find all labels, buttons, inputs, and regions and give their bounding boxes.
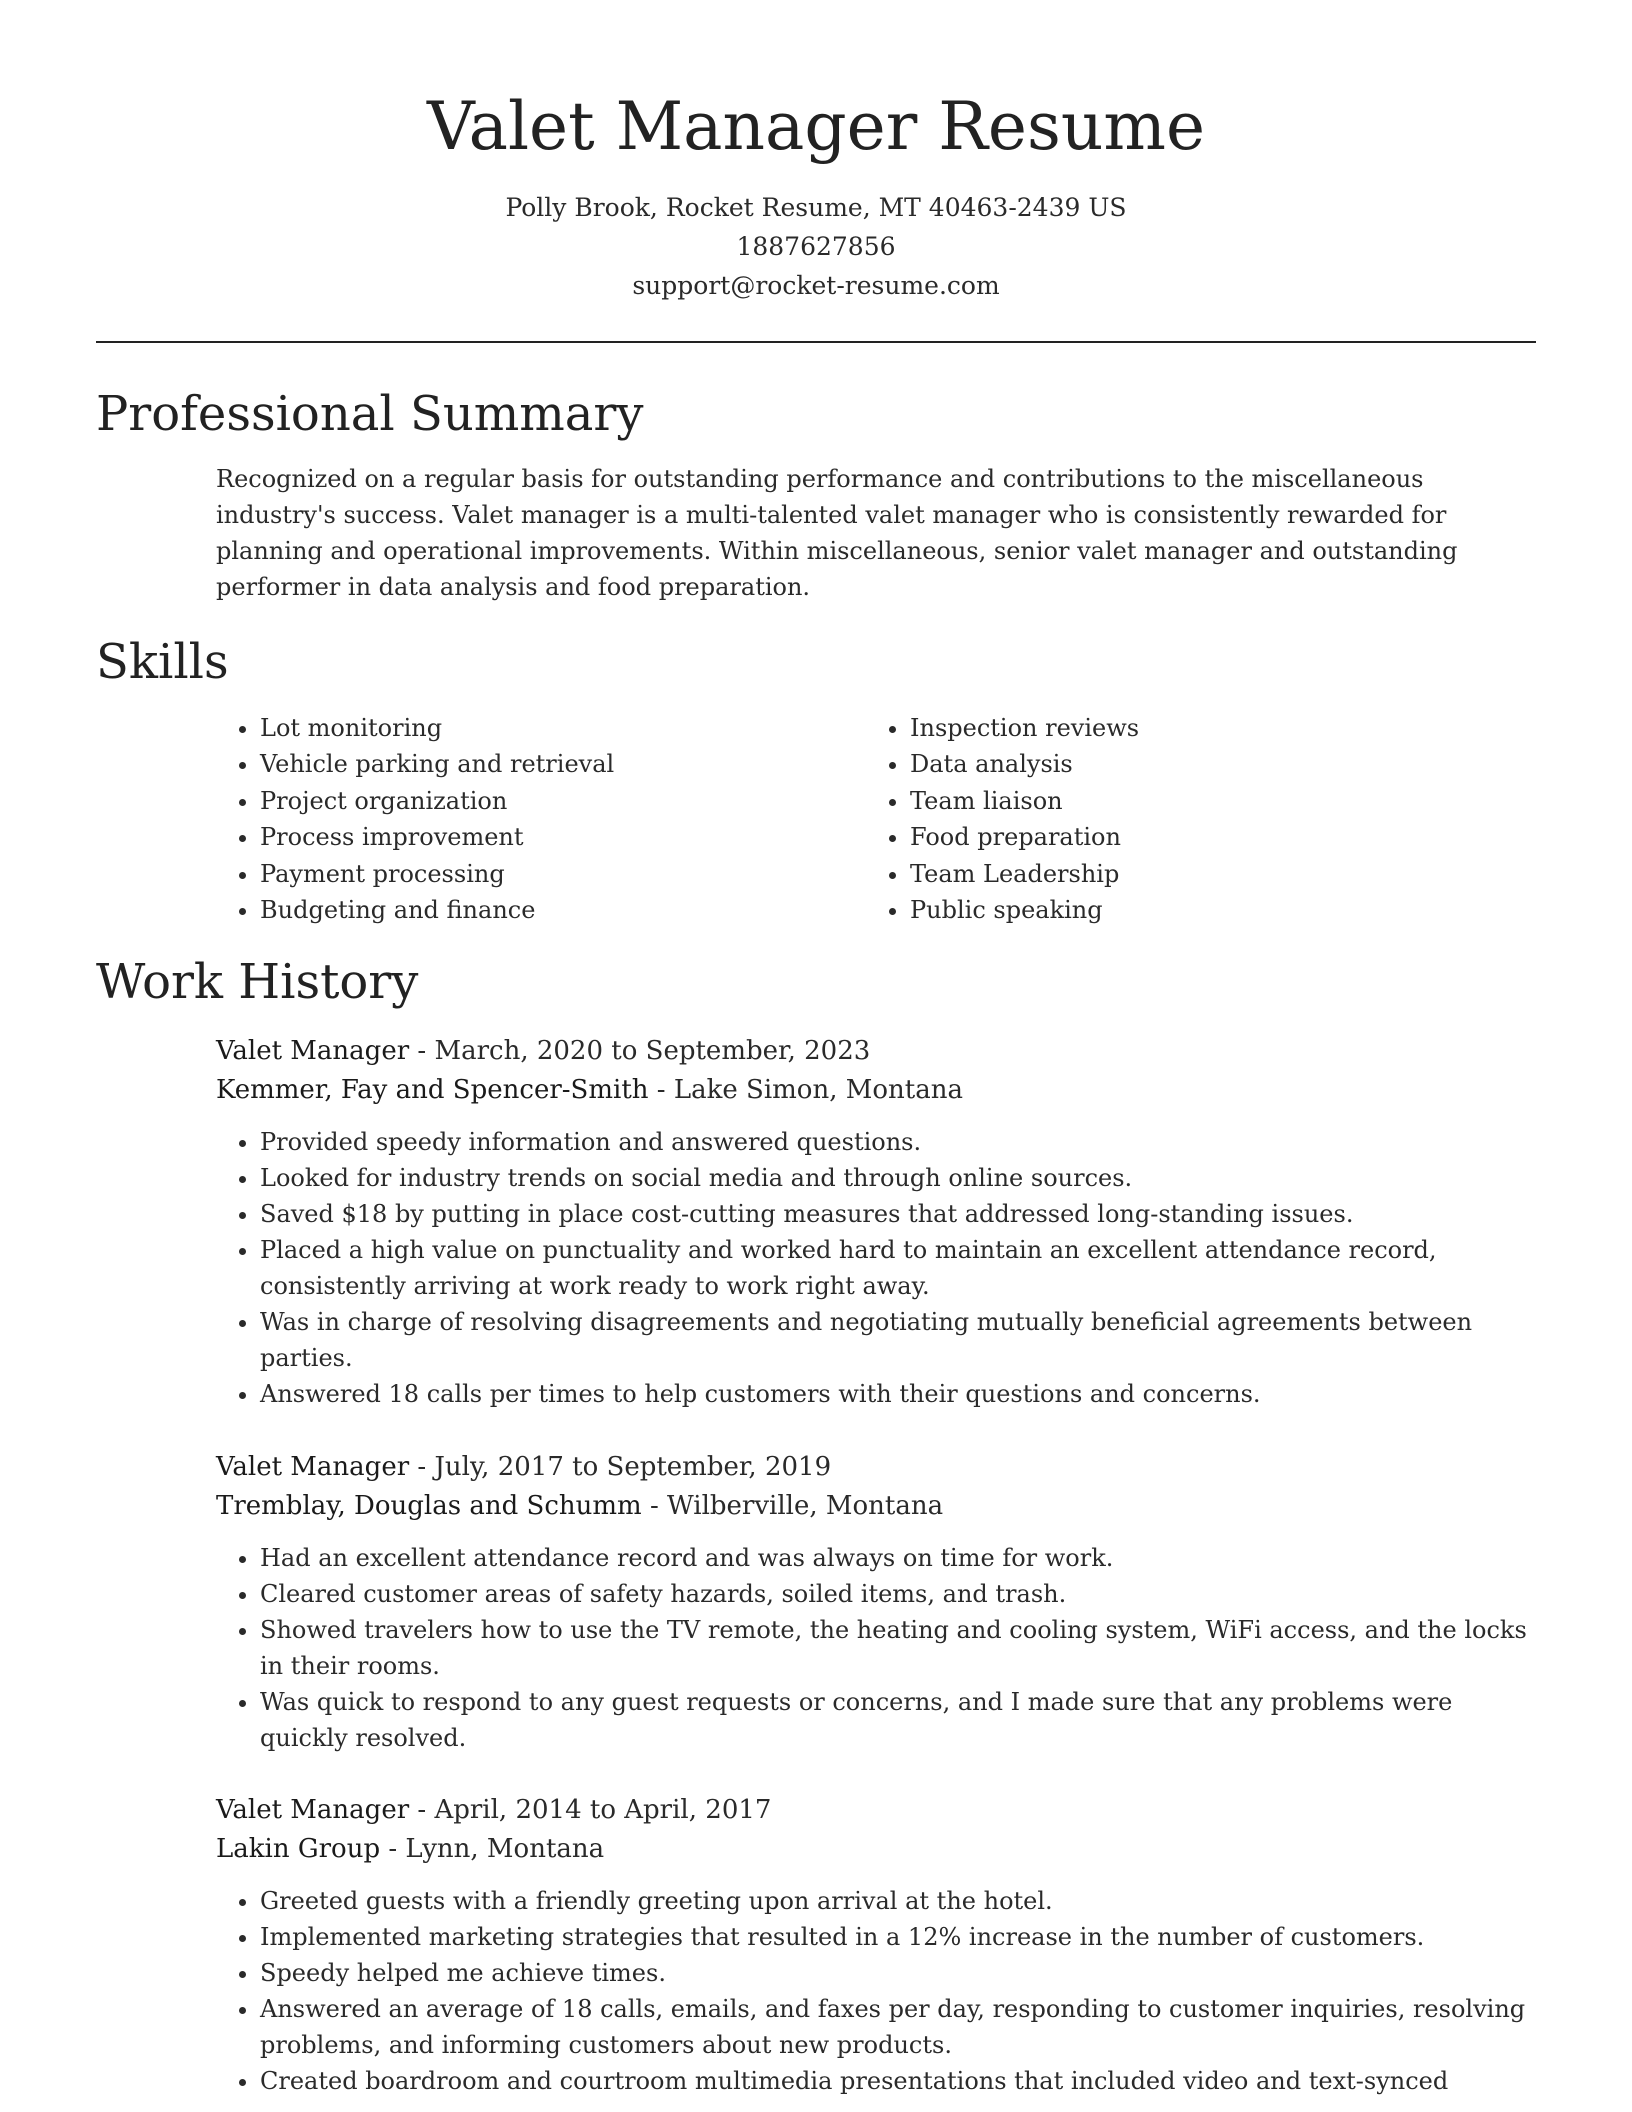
job-title: Valet Manager — [216, 1036, 410, 1066]
job-company: Lakin Group — [216, 1834, 381, 1864]
skill-item: • Budgeting and finance — [260, 892, 614, 928]
job-bullet: • Implemented marketing strategies that resulted in a 12% increase in the number of customers. — [260, 1919, 1536, 1955]
job-bullet: • Showed travelers how to use the TV remote, the heating and cooling system, WiFi access, and the locks in their rooms. — [260, 1612, 1536, 1684]
job-title-line — [216, 1448, 1536, 1487]
job-entry — [216, 1448, 1536, 1756]
job-bullet: • Greeted guests with a friendly greeting upon arrival at the hotel. — [260, 1883, 1536, 1919]
job-entry — [216, 1032, 1536, 1412]
job-bullet: • Was in charge of resolving disagreements and negotiating mutually beneficial agreements between parties. — [260, 1304, 1536, 1376]
job-bullet: • Was quick to respond to any guest requests or concerns, and I made sure that any problems were quickly resolved. — [260, 1684, 1536, 1756]
skill-item: • Vehicle parking and retrieval — [260, 746, 614, 782]
job-location: - Lake Simon, Montana — [648, 1075, 963, 1105]
job-bullet: • Cleared customer areas of safety hazards, soiled items, and trash. — [260, 1576, 1536, 1612]
job-bullet-list — [216, 1883, 1536, 2099]
skill-item: • Process improvement — [260, 819, 614, 855]
job-bullet-list — [216, 1540, 1536, 1756]
job-bullet: • Provided speedy information and answered questions. — [260, 1124, 1536, 1160]
resume-title: Valet Manager Resume — [426, 88, 1205, 165]
resume-header — [0, 88, 1632, 305]
work-history-heading: Work History — [96, 954, 419, 1010]
contact-phone: 1887627856 — [736, 232, 896, 261]
skill-item: • Inspection reviews — [910, 710, 1139, 746]
skills-heading: Skills — [96, 634, 229, 690]
job-bullet: • Answered 18 calls per times to help customers with their questions and concerns. — [260, 1376, 1536, 1412]
job-location: - Lynn, Montana — [380, 1834, 605, 1864]
job-bullet: • Placed a high value on punctuality and worked hard to maintain an excellent attendance record, consistently arriving at work ready to work right away. — [260, 1232, 1536, 1304]
job-bullet: • Saved $18 by putting in place cost-cutting measures that addressed long-standing issues. — [260, 1196, 1536, 1232]
skill-item: • Data analysis — [910, 746, 1139, 782]
skill-item: • Food preparation — [910, 819, 1139, 855]
job-dates: - July, 2017 to September, 2019 — [409, 1452, 832, 1482]
skill-item: • Payment processing — [260, 856, 614, 892]
summary-heading: Professional Summary — [96, 386, 644, 442]
job-bullet: • Speedy helped me achieve times. — [260, 1955, 1536, 1991]
skill-item: • Public speaking — [910, 892, 1139, 928]
skills-list-left — [216, 710, 614, 928]
job-bullet-list — [216, 1124, 1536, 1412]
job-title-line — [216, 1791, 1536, 1830]
job-company: Kemmer, Fay and Spencer-Smith — [216, 1075, 649, 1105]
job-company-line — [216, 1830, 1536, 1869]
job-dates: - March, 2020 to September, 2023 — [409, 1036, 871, 1066]
header-divider — [96, 341, 1536, 343]
skills-list-right — [866, 710, 1139, 928]
job-bullet: • Created boardroom and courtroom multimedia presentations that included video and text-synced — [260, 2063, 1536, 2099]
job-company-line — [216, 1071, 1536, 1110]
job-title: Valet Manager — [216, 1452, 410, 1482]
job-bullet: • Answered an average of 18 calls, emails, and faxes per day, responding to customer inquiries, resolving problems, and informing customers about new products. — [260, 1991, 1536, 2063]
contact-block — [0, 188, 1632, 305]
job-entry — [216, 1791, 1536, 2099]
job-title-line — [216, 1032, 1536, 1071]
job-location: - Wilberville, Montana — [641, 1491, 944, 1521]
job-title: Valet Manager — [216, 1795, 410, 1825]
contact-email: support@rocket-resume.com — [632, 271, 1000, 300]
job-bullet: • Looked for industry trends on social media and through online sources. — [260, 1160, 1536, 1196]
job-bullet: • Had an excellent attendance record and was always on time for work. — [260, 1540, 1536, 1576]
summary-text: Recognized on a regular basis for outstanding performance and contributions to the miscellaneous industry's success. Valet manager is a multi-talented valet manager who is consistently rewarded for planning and operational improvements. Within miscellaneous, senior valet manager and outstanding performer in data analysis and food preparation. — [216, 465, 1458, 601]
skill-item: • Team liaison — [910, 783, 1139, 819]
skill-item: • Lot monitoring — [260, 710, 614, 746]
job-company: Tremblay, Douglas and Schumm — [216, 1491, 642, 1521]
job-company-line — [216, 1487, 1536, 1526]
job-dates: - April, 2014 to April, 2017 — [409, 1795, 772, 1825]
contact-address: Polly Brook, Rocket Resume, MT 40463-2439 US — [505, 193, 1127, 222]
skill-item: • Team Leadership — [910, 856, 1139, 892]
skill-item: • Project organization — [260, 783, 614, 819]
